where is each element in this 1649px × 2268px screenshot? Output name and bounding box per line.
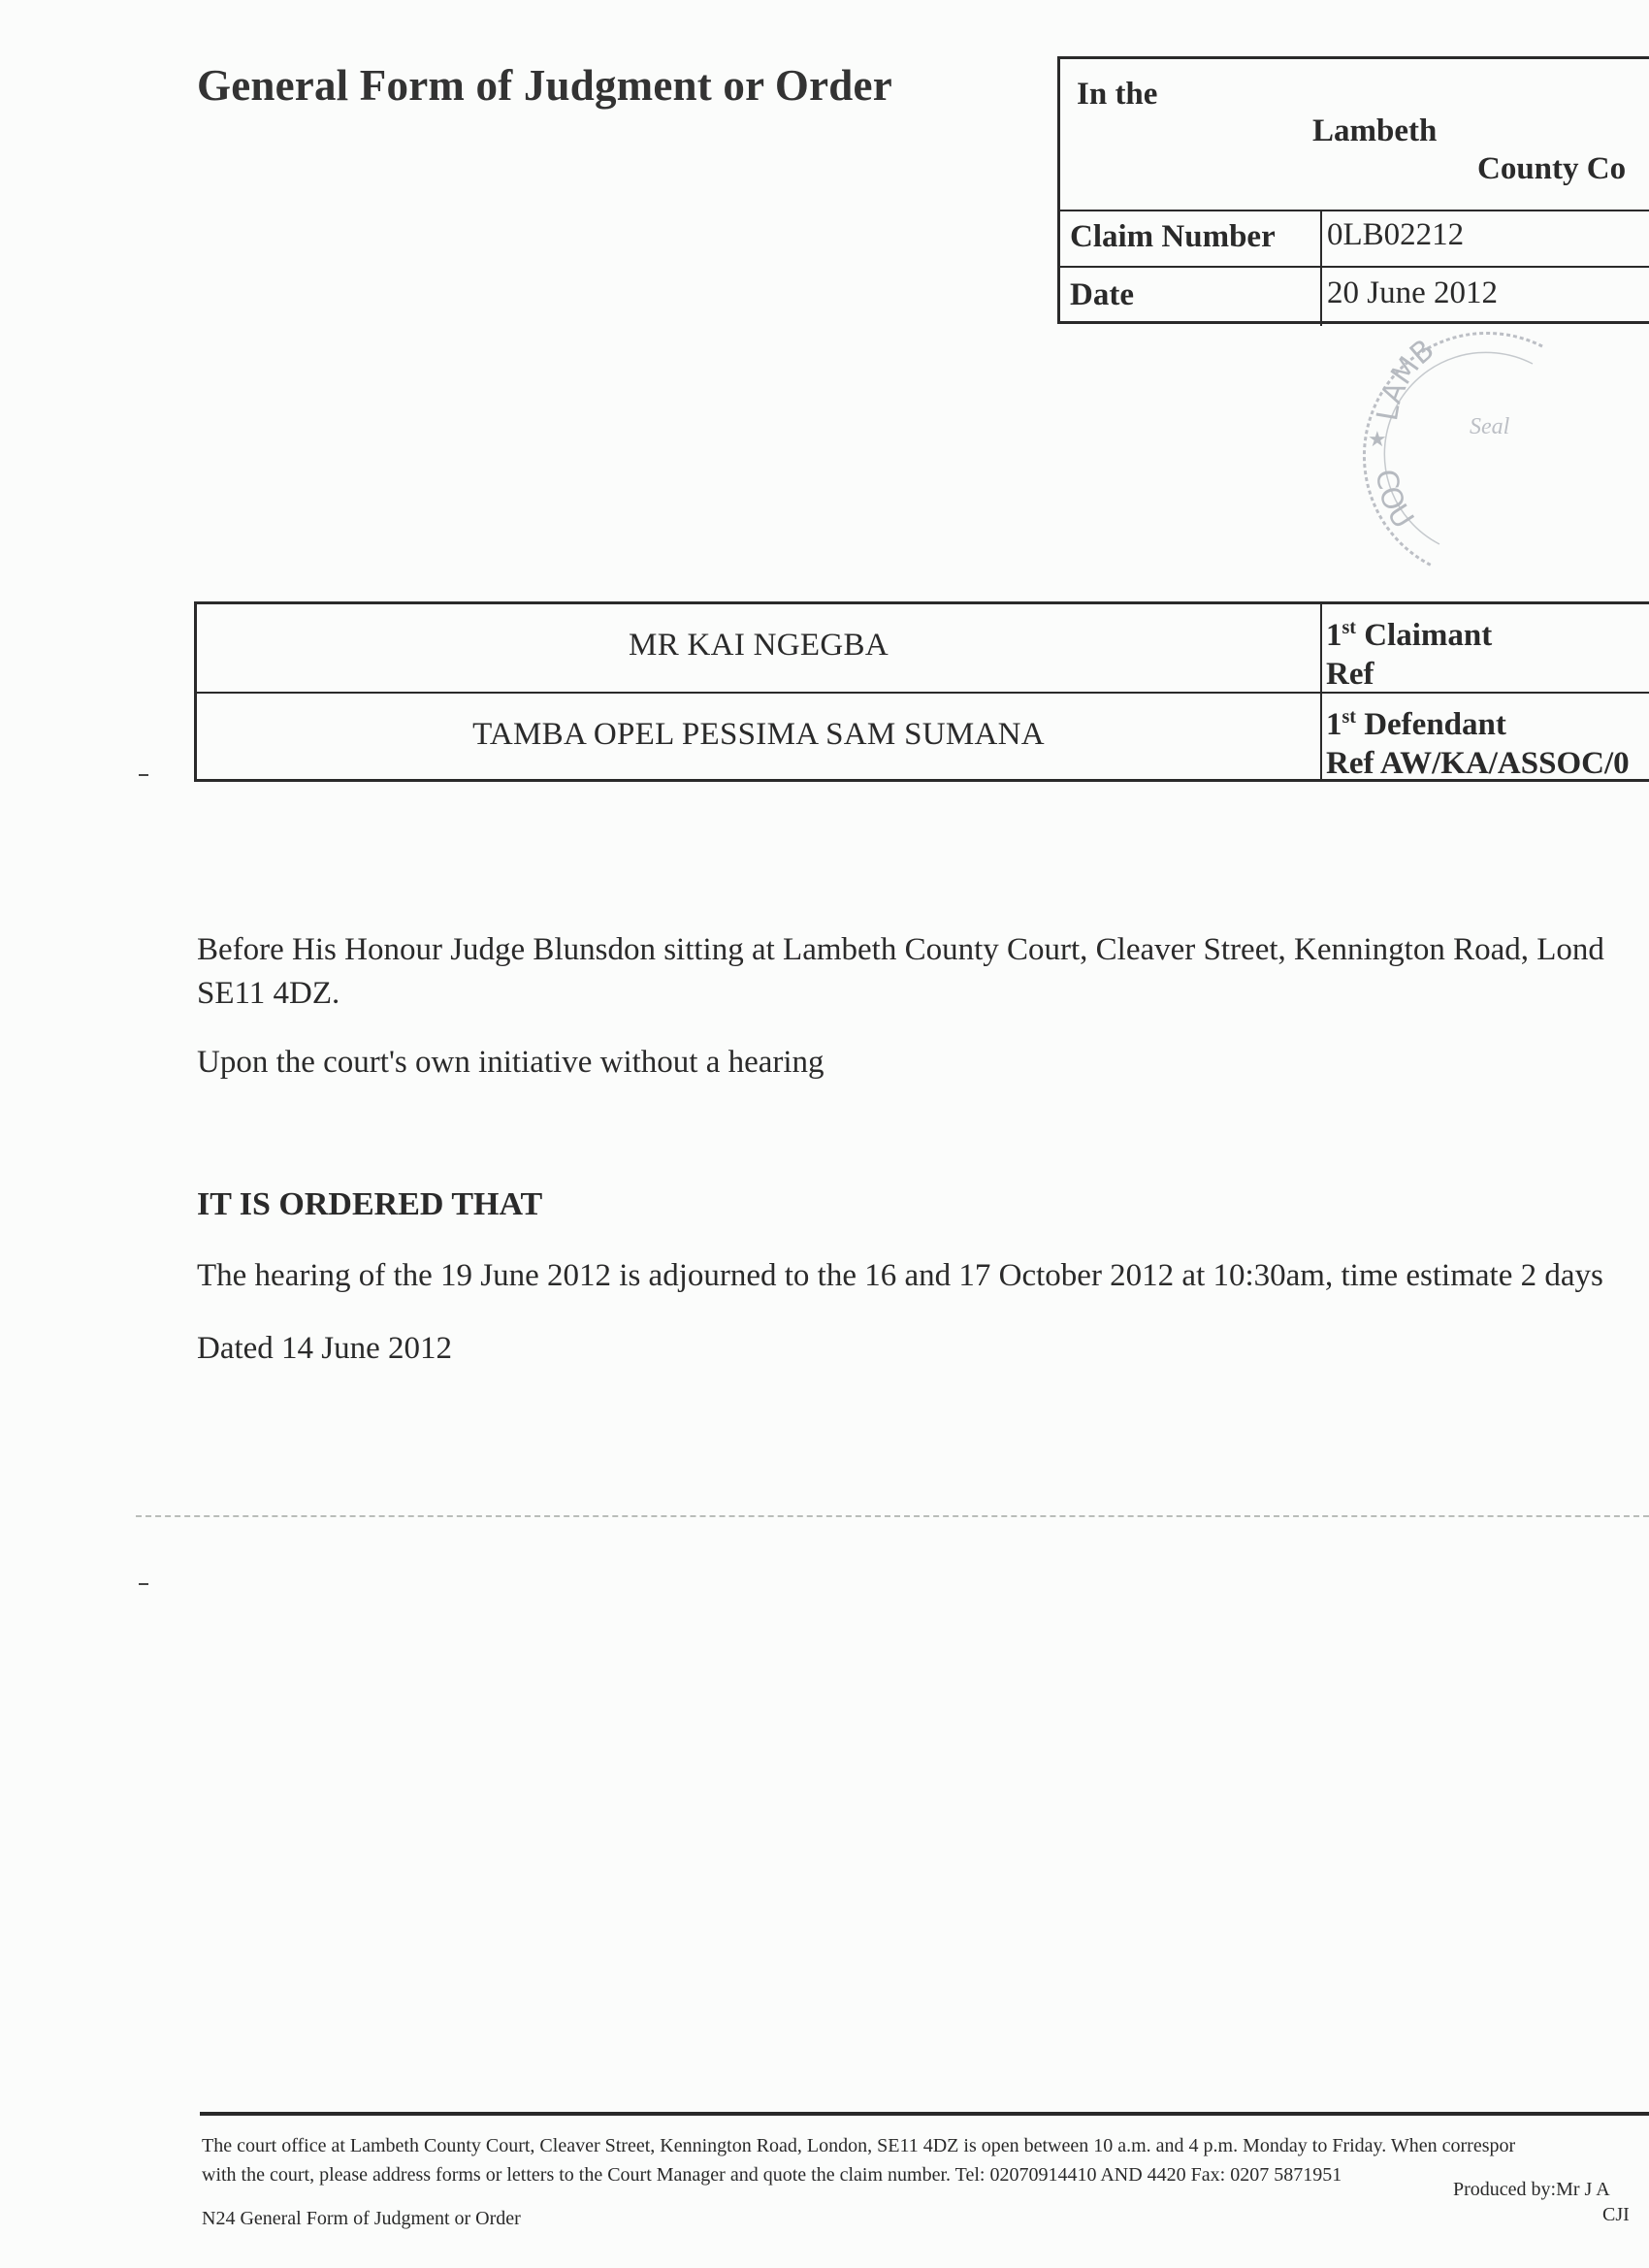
claimant-name: MR KAI NGEGBA (629, 628, 889, 663)
footer-note-line-1: The court office at Lambeth County Court, Cleaver Street, Kennington Road, London, SE11 4DZ is open between 10 a.m. and 4 p.m. Monday to Friday. When correspor (202, 2135, 1516, 2156)
reference-code: CJI (1602, 2204, 1630, 2225)
in-the-label: In the (1077, 77, 1158, 112)
claimant-role-label: Claimant (1364, 618, 1493, 653)
defendant-ref-label: Ref (1326, 746, 1374, 781)
form-code: N24 General Form of Judgment or Order (202, 2208, 521, 2229)
claimant-role (1326, 608, 1492, 694)
claim-number-label: Claim Number (1070, 219, 1276, 254)
parties-table-divider (1320, 604, 1322, 779)
court-seal-stamp (1339, 325, 1581, 577)
defendant-role (1326, 697, 1630, 783)
initiative-statement: Upon the court's own initiative without a hearing (197, 1045, 824, 1080)
defendant-name: TAMBA OPEL PESSIMA SAM SUMANA (472, 717, 1045, 752)
defendant-ordinal-suffix: st (1342, 706, 1356, 728)
date-value: 20 June 2012 (1327, 275, 1498, 310)
margin-mark (139, 774, 148, 776)
svg-text:LAMB (1371, 333, 1441, 423)
footer-rule (200, 2112, 1649, 2116)
scan-divider-line (136, 1515, 1649, 1517)
date-label: Date (1070, 277, 1134, 312)
judge-statement-line-2: SE11 4DZ. (197, 976, 340, 1011)
footer-note (202, 2131, 1515, 2189)
judge-statement (197, 928, 1604, 1016)
court-name: Lambeth (1312, 113, 1438, 148)
defendant-ref-value: AW/KA/ASSOC/0 (1379, 746, 1630, 781)
claimant-ordinal: 1 (1326, 618, 1342, 653)
court-type: County Co (1477, 151, 1627, 186)
claim-number-value: 0LB02212 (1327, 217, 1465, 252)
dated-line: Dated 14 June 2012 (197, 1331, 453, 1366)
parties-table (194, 601, 1649, 782)
court-details-box (1057, 56, 1649, 324)
date-row (1060, 268, 1649, 324)
produced-by: Produced by:Mr J A (1453, 2179, 1610, 2200)
court-box-divider (1320, 210, 1322, 326)
form-title: General Form of Judgment or Order (197, 61, 892, 110)
defendant-ordinal: 1 (1326, 707, 1342, 742)
defendant-row (197, 694, 1649, 781)
claim-number-row (1060, 210, 1649, 268)
order-heading: IT IS ORDERED THAT (197, 1186, 543, 1222)
seal-star-icon: ★ (1368, 427, 1387, 451)
claimant-row (197, 604, 1649, 694)
claimant-ordinal-suffix: st (1342, 617, 1356, 638)
seal-center-text: Seal (1470, 414, 1510, 439)
seal-bottom-text: COU (1369, 468, 1420, 535)
claimant-ref-label: Ref (1326, 657, 1374, 692)
court-header-cell (1060, 59, 1649, 211)
margin-mark (139, 1583, 148, 1585)
defendant-role-label: Defendant (1364, 707, 1506, 742)
order-text: The hearing of the 19 June 2012 is adjourned to the 16 and 17 October 2012 at 10:30am, time estimate 2 days (197, 1258, 1603, 1293)
judge-statement-line-1: Before His Honour Judge Blunsdon sitting at Lambeth County Court, Cleaver Street, Kennington Road, Lond (197, 932, 1604, 967)
seal-top-text: LAMB (1370, 333, 1441, 424)
footer-note-line-2: with the court, please address forms or letters to the Court Manager and quote the claim number. Tel: 02070914410 AND 4420 Fax: 0207 5871951 (202, 2164, 1342, 2186)
